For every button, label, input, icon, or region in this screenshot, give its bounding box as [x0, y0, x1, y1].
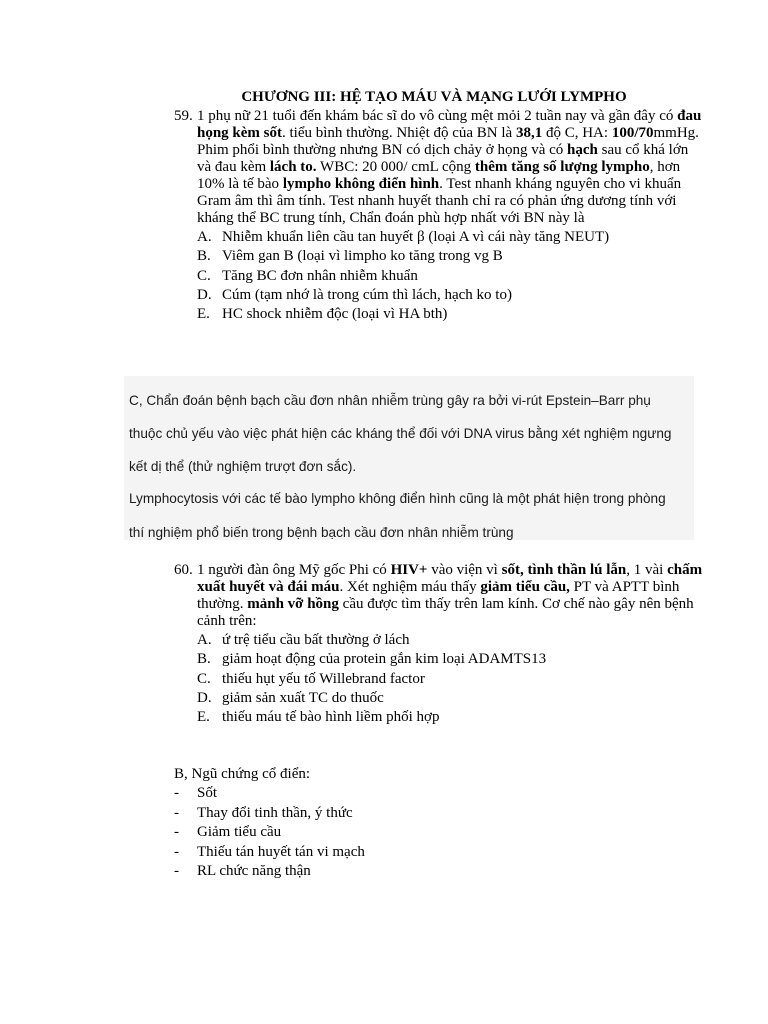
- list-item-text: RL chức năng thận: [197, 862, 311, 879]
- emphasized-text: sốt, tình thần lú lẫn: [501, 562, 627, 578]
- emphasized-text: hạch: [567, 142, 598, 158]
- option-list: [197, 632, 704, 728]
- question-number: 60.: [174, 562, 193, 578]
- list-item-text: Sốt: [197, 785, 218, 802]
- answer-list-item: [174, 844, 574, 863]
- option-text: ứ trệ tiểu cầu bất thường ở lách: [222, 632, 410, 648]
- emphasized-text: thêm tăng số lượng lympho: [474, 159, 650, 175]
- answer-option: [197, 671, 704, 690]
- option-text: Cúm (tạm nhớ là trong cúm thì lách, hạch ko to): [222, 286, 512, 303]
- stem-text: vào viện vì: [427, 562, 502, 578]
- option-letter: B.: [197, 248, 211, 265]
- question-stem: [197, 562, 704, 630]
- stem-text: độ C, HA:: [542, 125, 612, 141]
- answer-list-item: [174, 785, 574, 804]
- option-text: Viêm gan B (loại vì limpho ko tăng trong vg B: [222, 248, 503, 265]
- bullet-dash: -: [174, 785, 179, 802]
- emphasized-text: lách to.: [269, 159, 317, 175]
- option-text: giảm hoạt động của protein gắn kim loại ADAMTS13: [222, 651, 547, 668]
- option-text: giảm sản xuất TC do thuốc: [222, 689, 384, 706]
- answer-option: [197, 632, 704, 651]
- list-item-text: Giảm tiểu cầu: [197, 824, 282, 841]
- stem-text: , hơn 10% là tế bào: [197, 159, 681, 192]
- option-text: Tăng BC đơn nhân nhiễm khuẩn: [222, 267, 418, 284]
- option-text: Nhiễm khuẩn liên cầu tan huyết β (loại A vì cái này tăng NEUT): [222, 229, 610, 245]
- answer-option: [197, 306, 704, 325]
- question-stem: [197, 108, 704, 227]
- option-letter: D.: [197, 286, 212, 303]
- question-60: [174, 562, 704, 728]
- stem-text: . Test nhanh kháng nguyên cho vi khuẩn Gram âm thì âm tính. Test nhanh huyết thanh chỉ ra có phản ứng dương tính với kháng thể BC trung tính, Chẩn đoán phù hợp nhất với BN này là: [197, 176, 682, 226]
- emphasized-text: 38,1: [515, 125, 543, 141]
- emphasized-text: HIV+: [390, 562, 428, 578]
- option-letter: A.: [197, 632, 212, 648]
- emphasized-text: chấm xuất huyết và đái máu: [197, 562, 703, 595]
- answer-option: [197, 690, 704, 709]
- answer-list-item: [174, 824, 574, 843]
- explanation-line: thuộc chủ yếu vào việc phát hiện các kháng thể đối với DNA virus bằng xét nghiệm ngưng: [129, 426, 672, 441]
- bullet-dash: -: [174, 804, 179, 821]
- chapter-title: CHƯƠNG III: HỆ TẠO MÁU VÀ MẠNG LƯỚI LYMPHO: [241, 89, 627, 105]
- answer-option: [197, 287, 704, 306]
- emphasized-text: đau họng kèm sốt: [197, 108, 702, 141]
- option-letter: C.: [197, 267, 211, 284]
- answer-list-item: [174, 805, 574, 824]
- emphasized-text: lympho không điển hình: [282, 176, 440, 192]
- emphasized-text: mảnh vỡ hồng: [247, 596, 339, 612]
- option-letter: E.: [197, 709, 210, 726]
- explanation-block: [124, 376, 694, 540]
- explanation-line: C, Chẩn đoán bệnh bạch cầu đơn nhân nhiễm trùng gây ra bởi vi-rút Epstein–Barr phụ: [129, 393, 651, 408]
- answer-60-block: [174, 766, 574, 882]
- option-letter: E.: [197, 306, 210, 323]
- bullet-dash: -: [174, 862, 179, 879]
- option-letter: B.: [197, 651, 211, 668]
- stem-text: WBC: 20 000/ cmL cộng: [316, 159, 475, 175]
- stem-text: PT và APTT bình thường.: [197, 579, 680, 612]
- question-59: [174, 108, 704, 325]
- option-letter: C.: [197, 670, 211, 687]
- stem-text: . tiểu bình thường. Nhiệt độ của BN là: [282, 125, 516, 141]
- stem-text: mmHg. Phim phổi bình thường nhưng BN có dịch chảy ở họng và có: [197, 125, 699, 158]
- emphasized-text: 100/70: [611, 125, 654, 141]
- list-item-text: Thay đổi tinh thần, ý thức: [197, 804, 353, 821]
- answer-header: B, Ngũ chứng cổ điển:: [174, 766, 311, 782]
- option-letter: D.: [197, 689, 212, 706]
- stem-text: cầu được tìm thấy trên lam kính. Cơ chế nào gây nên bệnh cảnh trên:: [197, 596, 694, 629]
- stem-text: 1 phụ nữ 21 tuổi đến khám bác sĩ do vô cùng mệt mỏi 2 tuần nay và gần đây có: [197, 108, 678, 124]
- option-letter: A.: [197, 229, 212, 245]
- option-text: thiếu máu tế bào hình liềm phối hợp: [222, 709, 440, 726]
- answer-option: [197, 248, 704, 267]
- option-text: HC shock nhiễm độc (loại vì HA bth): [222, 306, 448, 323]
- stem-text: 1 người đàn ông Mỹ gốc Phi có: [197, 562, 391, 578]
- answer-option: [197, 651, 704, 670]
- explanation-line: kết dị thể (thử nghiệm trượt đơn sắc).: [129, 459, 357, 474]
- answer-option: [197, 229, 704, 248]
- explanation-line: thí nghiệm phổ biến trong bệnh bạch cầu đơn nhân nhiễm trùng: [129, 525, 514, 540]
- bullet-dash: -: [174, 824, 179, 841]
- stem-text: , 1 vài: [626, 562, 668, 578]
- option-list: [197, 229, 704, 325]
- answer-list-item: [174, 863, 574, 882]
- list-item-text: Thiếu tán huyết tán vi mạch: [197, 843, 365, 860]
- answer-option: [197, 709, 704, 728]
- stem-text: . Xét nghiệm máu thấy: [339, 579, 481, 595]
- answer-option: [197, 268, 704, 287]
- emphasized-text: giảm tiểu cầu,: [480, 579, 570, 595]
- stem-text: sau cổ khá lớn và đau kèm: [197, 142, 689, 175]
- option-text: thiếu hụt yếu tố Willebrand factor: [222, 670, 425, 687]
- bullet-dash: -: [174, 843, 179, 860]
- question-number: 59.: [174, 108, 193, 124]
- answer-list: [174, 785, 574, 882]
- explanation-line: Lymphocytosis với các tế bào lympho không điển hình cũng là một phát hiện trong phòng: [129, 491, 666, 506]
